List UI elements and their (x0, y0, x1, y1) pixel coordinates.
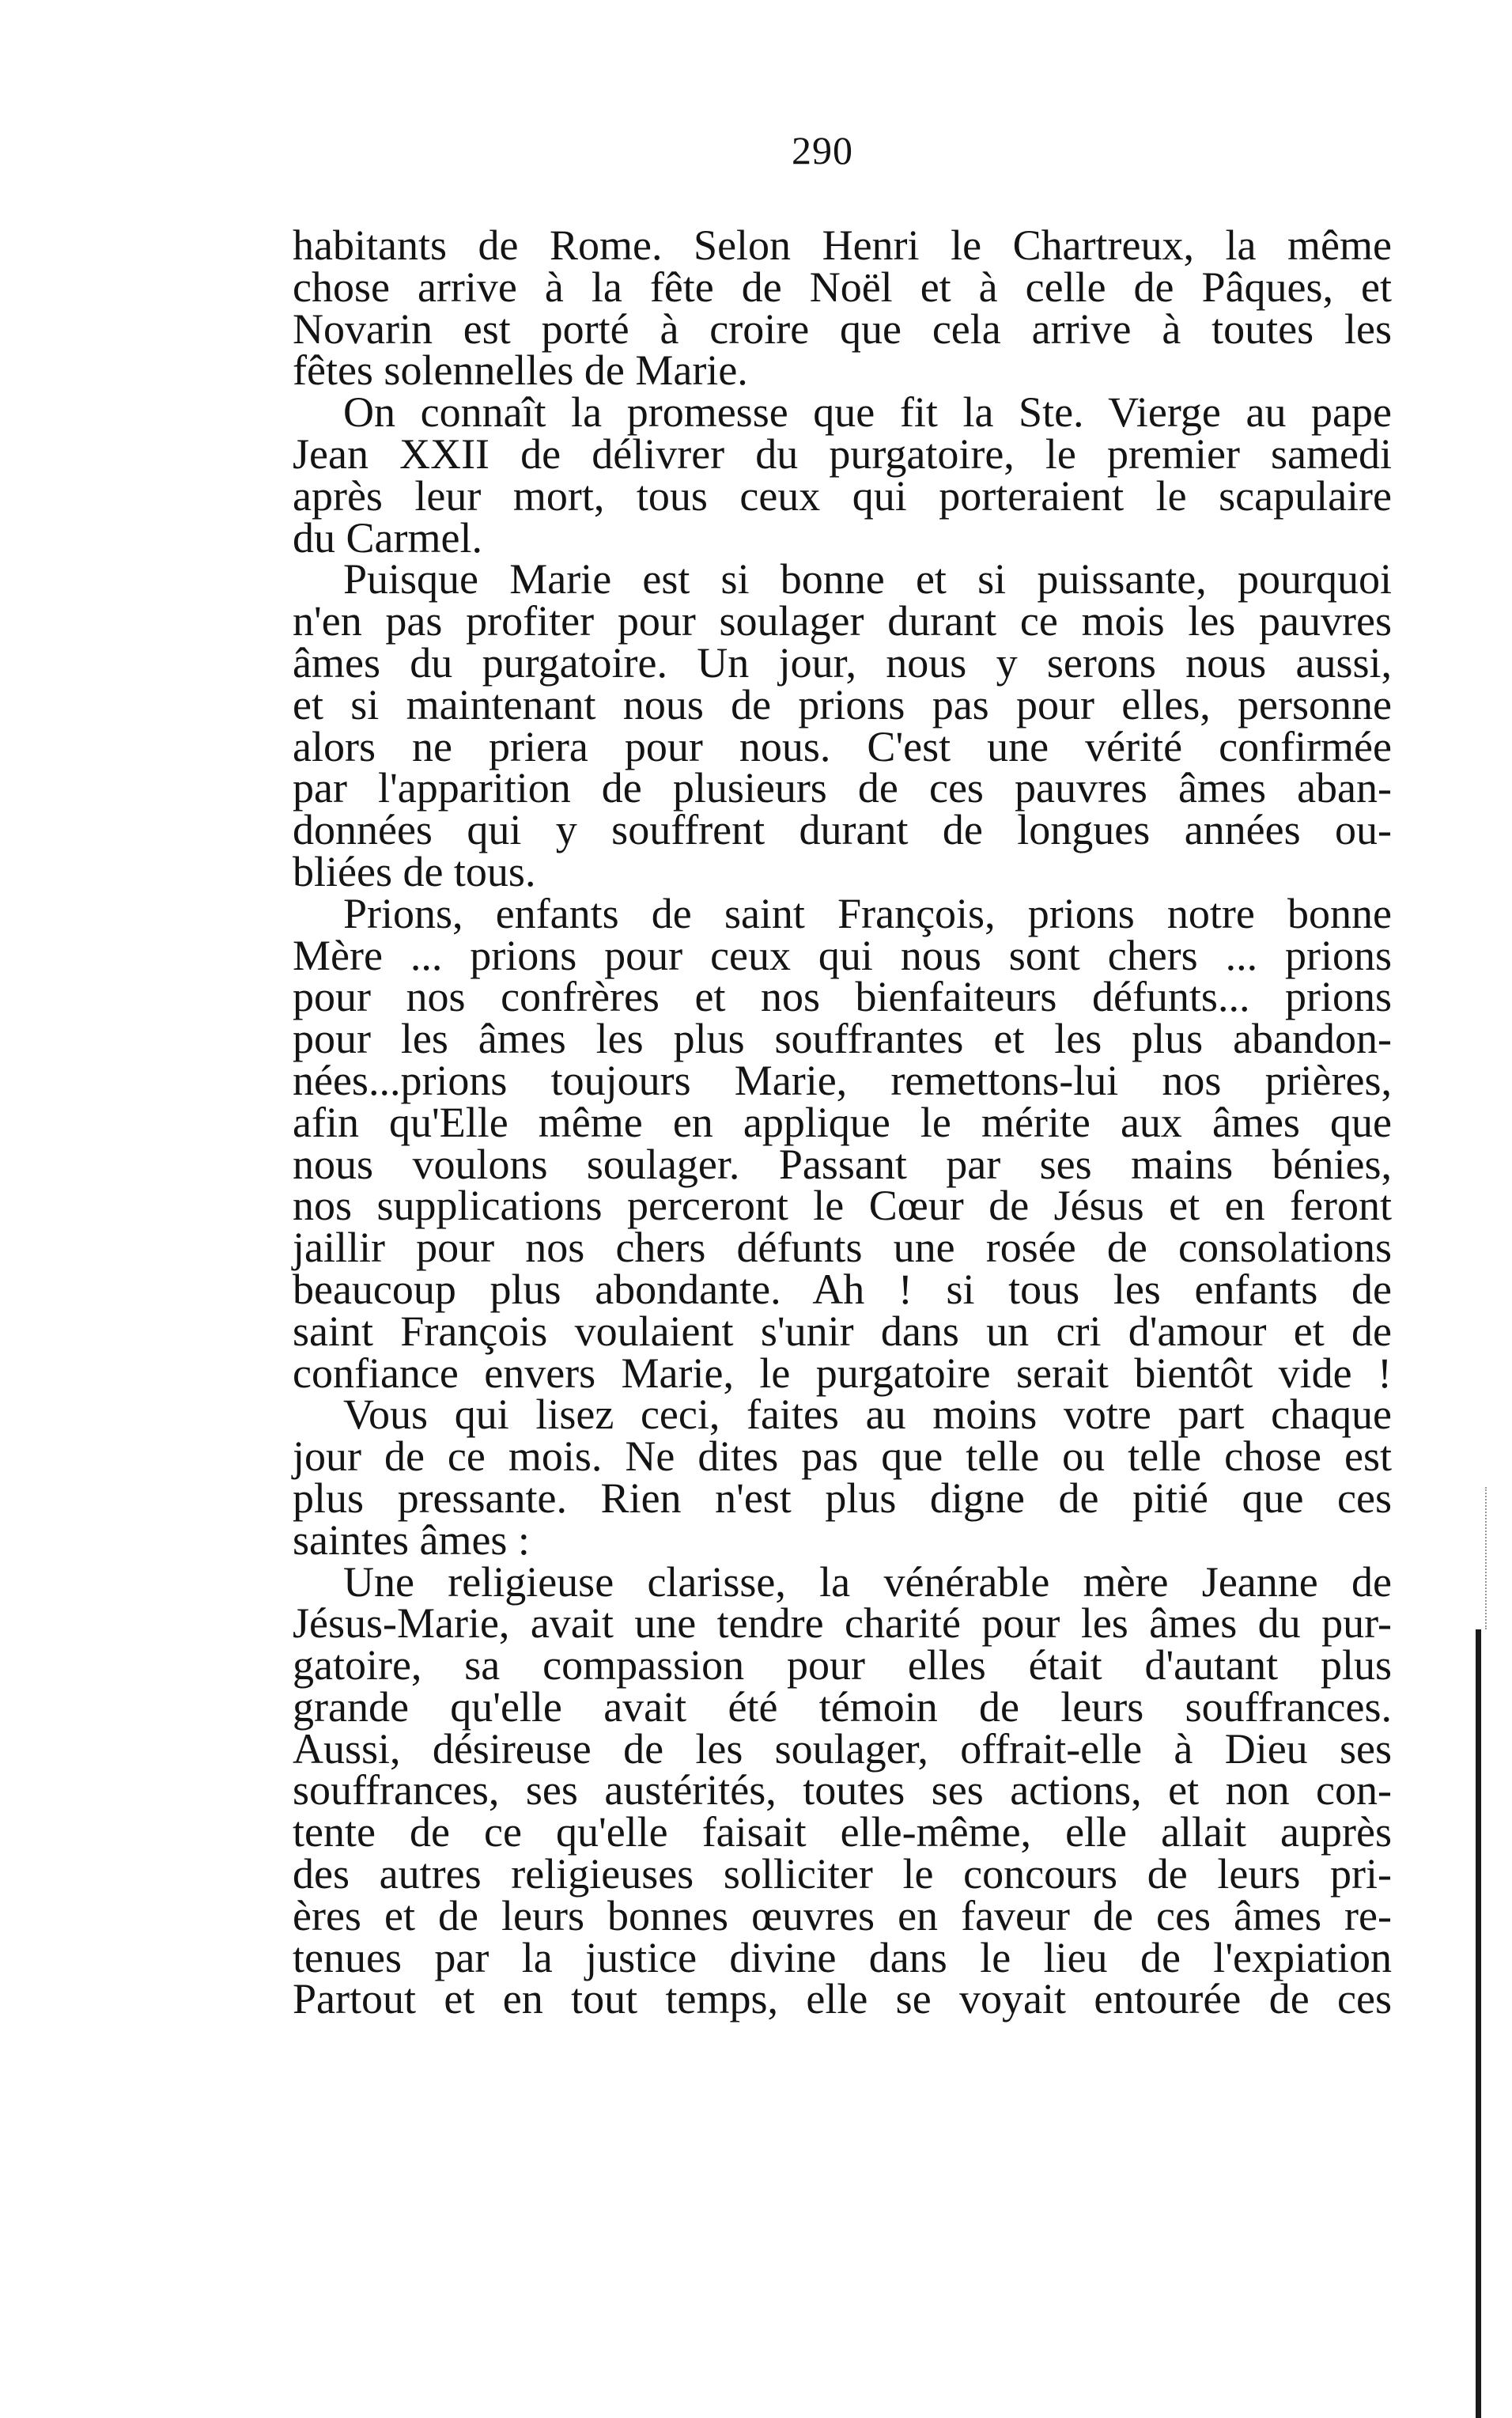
text-line: On connaît la promesse que fit la Ste. Vierge au pape (343, 388, 1392, 437)
text-line: bliées de tous. (293, 847, 536, 895)
text-line: Aussi, désireuse de les soulager, offrait-elle à Dieu ses (293, 1724, 1392, 1773)
text-line: nos supplications perceront le Cœur de Jésus et en feront (293, 1182, 1392, 1230)
text-line: après leur mort, tous ceux qui porteraient le scapulaire (293, 471, 1392, 520)
text-line: pour nos confrères et nos bienfaiteurs défunts... prions (293, 973, 1392, 1021)
text-line: confiance envers Marie, le purgatoire serait bientôt vide ! (293, 1349, 1392, 1397)
margin-dotted-rule (1485, 1487, 1488, 1629)
text-line: gatoire, sa compassion pour elles était d'autant plus (293, 1641, 1392, 1690)
text-line: des autres religieuses solliciter le concours de leurs pri- (293, 1850, 1392, 1898)
text-line: beaucoup plus abondante. Ah ! si tous les enfants de (293, 1265, 1392, 1313)
text-line: afin qu'Elle même en applique le mérite aux âmes que (293, 1098, 1392, 1146)
text-line: Prions, enfants de saint François, prions notre bonne (343, 889, 1392, 937)
text-line: Jean XXII de délivrer du purgatoire, le premier samedi (293, 429, 1392, 478)
text-line: grande qu'elle avait été témoin de leurs souffrances. (293, 1682, 1392, 1731)
text-line: nous voulons soulager. Passant par ses mains bénies, (293, 1140, 1392, 1188)
text-line: par l'apparition de plusieurs de ces pauvres âmes aban- (293, 764, 1392, 812)
text-line: chose arrive à la fête de Noël et à celle de Pâques, et (293, 263, 1392, 311)
text-line: souffrances, ses austérités, toutes ses actions, et non con- (293, 1766, 1392, 1814)
text-line: Mère ... prions pour ceux qui nous sont chers ... prions (293, 931, 1392, 979)
text-line: Vous qui lisez ceci, faites au moins votre part chaque (343, 1391, 1392, 1439)
text-line: jaillir pour nos chers défunts une rosée de consolations (293, 1224, 1392, 1272)
text-line: nées...prions toujours Marie, remettons-lui nos prières, (293, 1056, 1392, 1104)
text-line: n'en pas profiter pour soulager durant ce mois les pauvres (293, 597, 1392, 645)
text-line: fêtes solennelles de Marie. (293, 346, 748, 395)
text-line: du Carmel. (293, 513, 482, 562)
text-line: tenues par la justice divine dans le lieu de l'expiation (293, 1933, 1392, 1981)
text-line: plus pressante. Rien n'est plus digne de pitié que ces (293, 1474, 1392, 1522)
text-line: Une religieuse clarisse, la vénérable mère Jeanne de (343, 1557, 1392, 1606)
text-line: données qui y souffrent durant de longues années ou- (293, 806, 1392, 854)
page-number: 290 (792, 128, 853, 172)
text-line: jour de ce mois. Ne dites pas que telle ou telle chose est (293, 1432, 1392, 1481)
text-line: Puisque Marie est si bonne et si puissante, pourquoi (343, 555, 1392, 604)
text-line: habitants de Rome. Selon Henri le Chartreux, la même (293, 221, 1392, 269)
margin-vertical-rule (1476, 1629, 1481, 2418)
text-line: âmes du purgatoire. Un jour, nous y serons nous aussi, (293, 638, 1392, 687)
text-line: saintes âmes : (293, 1516, 530, 1564)
text-line: saint François voulaient s'unir dans un cri d'amour et de (293, 1307, 1392, 1355)
text-line: pour les âmes les plus souffrantes et les plus abandon- (293, 1015, 1392, 1063)
text-line: tente de ce qu'elle faisait elle-même, elle allait auprès (293, 1808, 1392, 1856)
text-line: alors ne priera pour nous. C'est une vérité confirmée (293, 722, 1392, 770)
text-line: et si maintenant nous de prions pas pour elles, personne (293, 680, 1392, 728)
text-line: Partout et en tout temps, elle se voyait entourée de ces (293, 1975, 1392, 2023)
text-line: Jésus-Marie, avait une tendre charité pour les âmes du pur- (293, 1599, 1392, 1648)
text-line: Novarin est porté à croire que cela arrive à toutes les (293, 305, 1392, 353)
body-text (293, 221, 1392, 2023)
text-line: ères et de leurs bonnes œuvres en faveur de ces âmes re- (293, 1891, 1392, 1939)
